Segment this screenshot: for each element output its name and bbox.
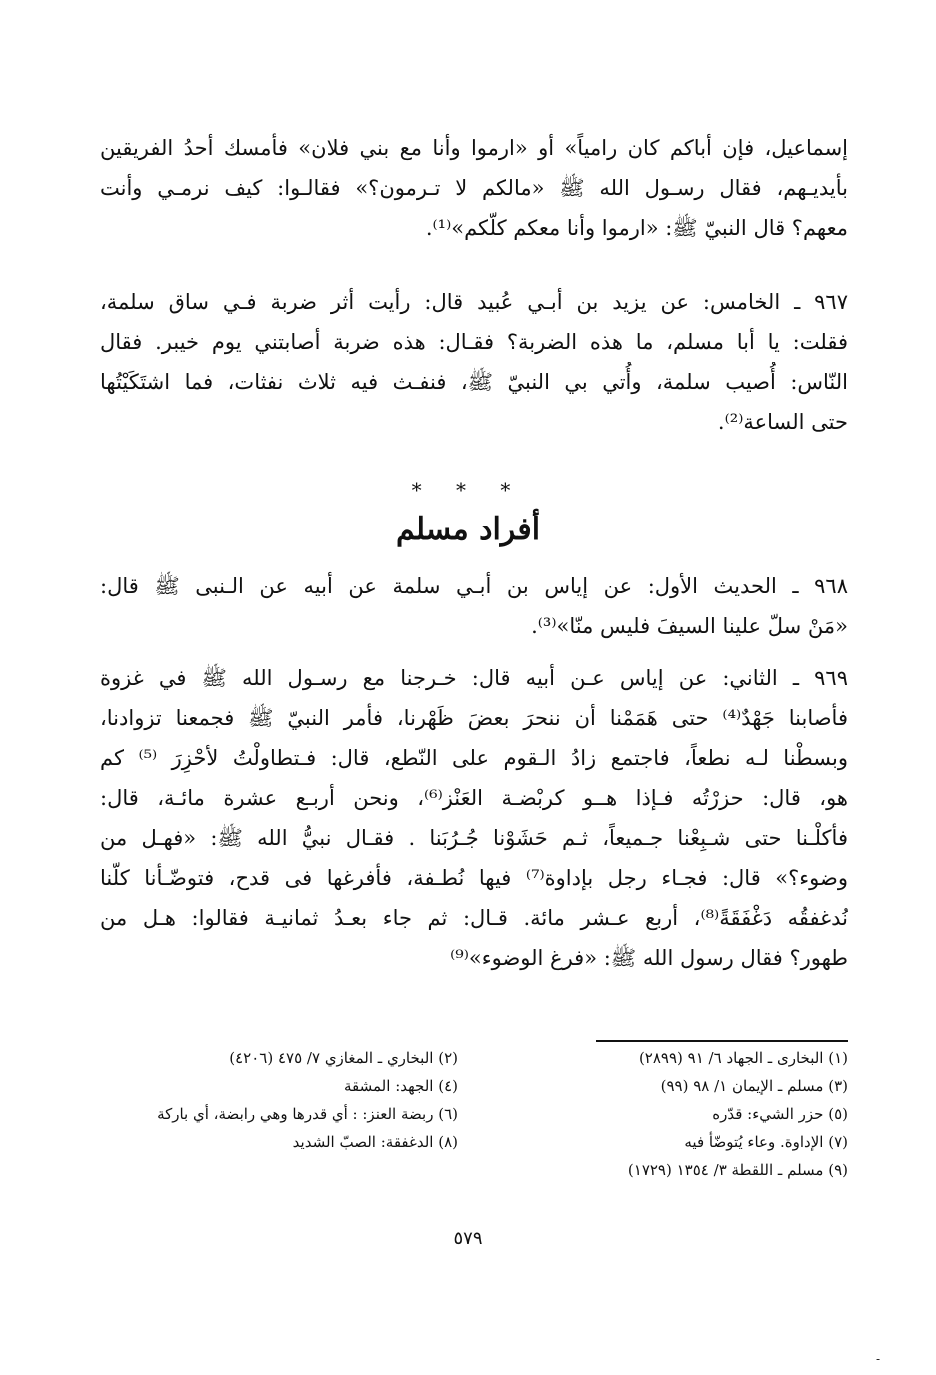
section-heading: أفراد مسلم (395, 512, 541, 547)
text-line: «مَنْ سلّ علينا السيفَ فليس منّا»⁽³⁾. (531, 614, 848, 638)
footnote: (٩) مسلم ـ اللقطة ٣/ ١٣٥٤ (١٧٢٩) (627, 1161, 848, 1179)
text-line: ٩٦٧ ـ الخامس: عن يزيد بن أبـي عُبيد قال: رأيت أثر ضربة فـي ساق سلمة، (100, 290, 848, 314)
paragraph-continuation (100, 128, 848, 248)
text-line: النّاس: أُصيب سلمة، وأُتي بي النبيّ ﷺ، فنفـث فيه ثلاث نفثات، فما اشتَكَيْتُها (100, 370, 848, 394)
hadith-968 (100, 566, 848, 646)
text-line: بأيديـهم، فقال رسـول الله ﷺ «مالكم لا تـرمون؟» فقالـوا: كيف نرمـي وأنت (100, 176, 848, 200)
text-line: إسماعيل، فإن أباكم كان رامياً» أو «ارموا وأنا مع بني فلان» فأمسك أحدُ الفريقين (100, 136, 848, 160)
footnote: (٦) ربضة العنز: : أي قدرها وهي رابضة، أي باركة (157, 1105, 458, 1123)
footnote: (٢) البخاري ـ المغازي ٧/ ٤٧٥ (٤٢٠٦) (229, 1049, 458, 1067)
footnote-divider (596, 1040, 848, 1042)
corner-mark: - (876, 1352, 881, 1366)
text-line: طهور؟ فقال رسول الله ﷺ: «فرغ الوضوء»⁽⁹⁾ (450, 946, 848, 970)
text-line: ٩٦٨ ـ الحديث الأول: عن إياس بن أبـي سلمة عن أبيه عن الـنبى ﷺ قال: (100, 574, 848, 598)
footnote: (١) البخارى ـ الجهاد ٦/ ٩١ (٢٨٩٩) (638, 1049, 848, 1067)
text-line: نُدغفقُه دَغْفَقَةً⁽⁸⁾، أربع عـشر مائة. قـال: ثم جاء بعـدُ ثمانيـة فقالوا: هـل من (100, 906, 848, 930)
text-line: هو، قال: حزرْتُه فـإذا هــو كربْضـة العَنْز⁽⁶⁾، ونحن أربـع عشرة مائـة، قال: (100, 786, 848, 810)
text-line: وضوء؟» قال: فجـاء رجل بإداوة⁽⁷⁾ فيها نُطـفة، فأفرغها فى قدح، فتوضّـأنا كلّنا (100, 866, 848, 890)
section-separator: * * * (411, 478, 525, 502)
text-line: فأصابنا جَهْدٌ⁽⁴⁾ حتى هَمَمْنا أن ننحرَ بعضَ ظَهْرنا، فأمر النبيّ ﷺ فجمعنا تزوادنا، (100, 706, 848, 730)
footnote: (٣) مسلم ـ الإيمان ١/ ٩٨ (٩٩) (660, 1077, 848, 1095)
page-number: ٥٧٩ (453, 1228, 483, 1249)
footnote: (٨) الدغفقة: الصبّ الشديد (292, 1133, 458, 1151)
text-line: فقلت: يا أبا مسلم، ما هذه الضربة؟ فقـال: هذه ضربة أصابتني يوم خيبر. فقال (100, 330, 848, 354)
footnote: (٥) حزر الشيء: قدّره (712, 1105, 848, 1123)
text-line: ٩٦٩ ـ الثاني: عن إياس عـن أبيه قال: خـرجنا مع رسـول الله ﷺ في غزوة (100, 666, 848, 690)
hadith-969 (100, 658, 848, 978)
footnote: (٧) الإداوة. وعاء يُتوضّأ فيه (684, 1133, 848, 1151)
hadith-967 (100, 282, 848, 442)
footnotes-column-right (518, 1046, 848, 1186)
footnotes-column-left (78, 1046, 458, 1158)
text-line: وبسطْنا لـه نطعاً، فاجتمع زادُ الـقوم على النّطع، قال: فـتطاولْتُ لأحْزِرَ ⁽⁵⁾ كم (100, 746, 848, 770)
text-line: فأكلْـنا حتى شـبِعْنا جـميعاً، ثـم حَشَوْنا جُـرُبَنا . فقـال نبيُّ الله ﷺ: «فهـل من (100, 826, 848, 850)
text-line: حتى الساعة⁽²⁾. (717, 410, 848, 434)
footnote: (٤) الجهد: المشقة (344, 1077, 458, 1095)
text-line: معهم؟ قال النبيّ ﷺ: «ارموا وأنا معكم كلّكم»⁽¹⁾. (425, 216, 848, 240)
